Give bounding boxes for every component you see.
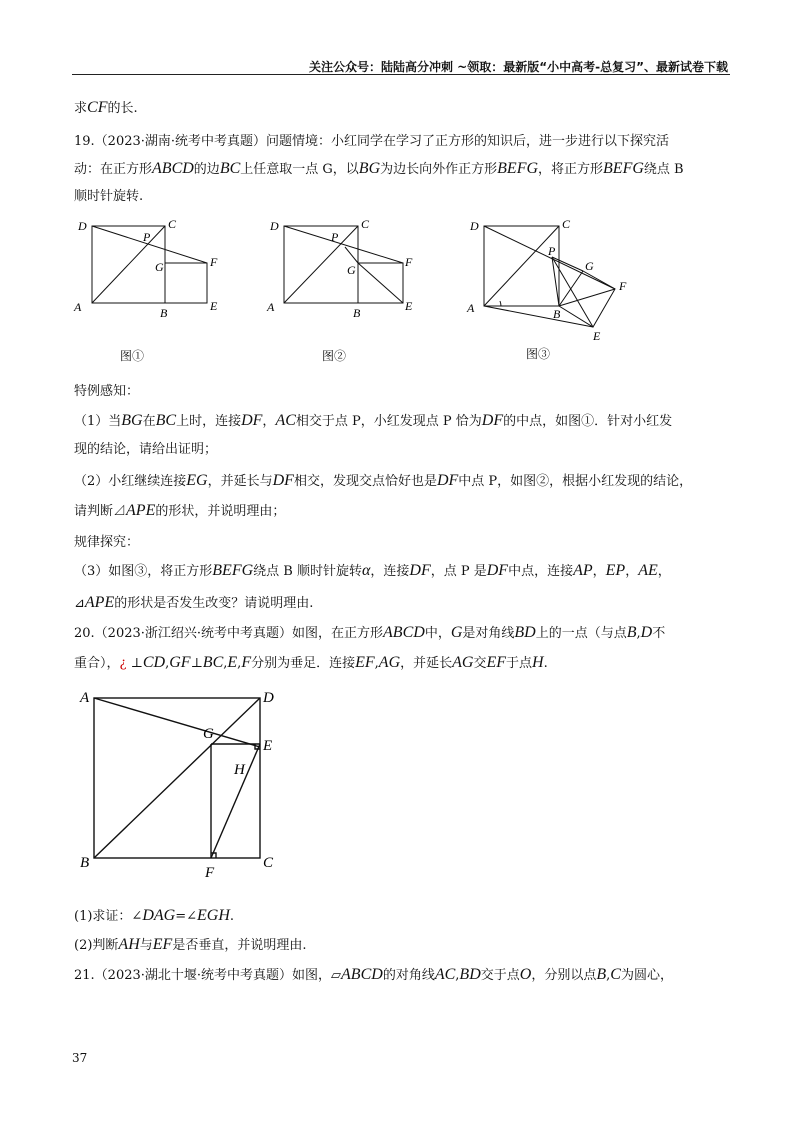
text-line: 求CF的长. bbox=[74, 99, 138, 116]
fig3-label-c: C bbox=[562, 217, 571, 231]
fig4-label-h: H bbox=[234, 762, 245, 778]
figure-2 bbox=[265, 214, 425, 324]
q19-line-9: 规律探究： bbox=[74, 535, 140, 550]
fig2-label-a: A bbox=[267, 300, 275, 314]
fig4-label-c: C bbox=[263, 855, 274, 871]
q21-line-1: 21.（2023·湖北十堰·统考中考真题）如图，▱ABCD的对角线AC,BD交于点O，分别以点B,C为圆心， bbox=[74, 966, 673, 983]
q19-line-7: （2）小红继续连接EG，并延长与DF相交，发现交点恰好也是DF中点 P，如图②，根据小红发现的结论， bbox=[74, 472, 693, 489]
fig3-label-p: P bbox=[548, 244, 556, 258]
fig1-label-e: E bbox=[210, 299, 218, 313]
fig2-label-b: B bbox=[353, 306, 361, 320]
q19-line-10: （3）如图③，将正方形BEFG绕点 B 顺时针旋转α，连接DF，点 P 是DF中点，连接AP，EP，AE， bbox=[74, 562, 671, 579]
fig2-label-p: P bbox=[331, 230, 339, 244]
page-number: 37 bbox=[72, 1051, 88, 1065]
q19-line-6: 现的结论，请给出证明； bbox=[74, 442, 218, 457]
fig1-label-d: D bbox=[78, 219, 87, 233]
fig3-label-b: B bbox=[553, 307, 561, 321]
caption-fig2: 图② bbox=[322, 349, 347, 363]
q19-line-1: 19.（2023·湖南·统考中考真题）问题情境：小红同学在学习了正方形的知识后，进一步进行以下探究活 bbox=[74, 134, 670, 149]
fig2-label-f: F bbox=[405, 255, 413, 269]
figure-4 bbox=[72, 686, 292, 886]
fig2-label-d: D bbox=[270, 219, 279, 233]
page-header: 关注公众号：陆陆高分冲刺 ~领取：最新版“小中高考-总复习”、最新试卷下载 bbox=[309, 60, 728, 74]
fig3-label-f: F bbox=[619, 279, 627, 293]
fig1-label-b: B bbox=[160, 306, 168, 320]
fig2-label-g: G bbox=[347, 263, 356, 277]
caption-fig1: 图① bbox=[120, 349, 145, 363]
fig3-label-g: G bbox=[585, 259, 594, 273]
q20-line-3: (1)求证：∠DAG=∠EGH. bbox=[74, 907, 235, 924]
fig4-label-f: F bbox=[205, 865, 215, 881]
fig1-label-f: F bbox=[210, 255, 218, 269]
fig4-label-a: A bbox=[80, 690, 90, 706]
fig1-label-a: A bbox=[74, 300, 82, 314]
q19-line-3: 顺时针旋转. bbox=[74, 189, 144, 204]
q19-line-8: 请判断⊿APE的形状，并说明理由； bbox=[74, 502, 286, 519]
fig4-label-d: D bbox=[263, 690, 274, 706]
fig4-label-b: B bbox=[80, 855, 90, 871]
fig3-label-e: E bbox=[593, 329, 601, 343]
header-rule bbox=[72, 74, 730, 75]
caption-fig3: 图③ bbox=[526, 347, 551, 361]
q19-line-11: ⊿APE的形状是否发生改变？请说明理由. bbox=[74, 594, 314, 611]
q19-line-4: 特例感知： bbox=[74, 384, 140, 399]
fig2-label-c: C bbox=[361, 217, 370, 231]
figure-3 bbox=[465, 214, 645, 344]
fig3-label-d: D bbox=[470, 219, 479, 233]
fig1-label-p: P bbox=[143, 230, 151, 244]
fig4-label-e: E bbox=[263, 738, 273, 754]
q19-line-5: （1）当BG在BC上时，连接DF，AC相交于点 P，小红发现点 P 恰为DF的中点，如图①．针对小红发 bbox=[74, 412, 673, 429]
q20-line-1: 20.（2023·浙江绍兴·统考中考真题）如图，在正方形ABCD中，G是对角线BD上的一点（与点B,D不 bbox=[74, 624, 666, 641]
fig4-label-g: G bbox=[203, 726, 214, 742]
fig1-label-c: C bbox=[168, 217, 177, 231]
q20-line-2: 重合），¿ ⊥CD,GF⊥BC,E,F分别为垂足．连接EF,AG，并延长AG交EF于点H. bbox=[74, 654, 548, 671]
q20-line-4: (2)判断AH与EF是否垂直，并说明理由. bbox=[74, 936, 307, 953]
q19-line-2: 动：在正方形ABCD的边BC上任意取一点 G，以BG为边长向外作正方形BEFG，将正方形BEFG绕点 B bbox=[74, 160, 684, 177]
fig1-label-g: G bbox=[155, 260, 164, 274]
fig3-label-a: A bbox=[467, 301, 475, 315]
figure-1 bbox=[70, 214, 230, 324]
fig2-label-e: E bbox=[405, 299, 413, 313]
